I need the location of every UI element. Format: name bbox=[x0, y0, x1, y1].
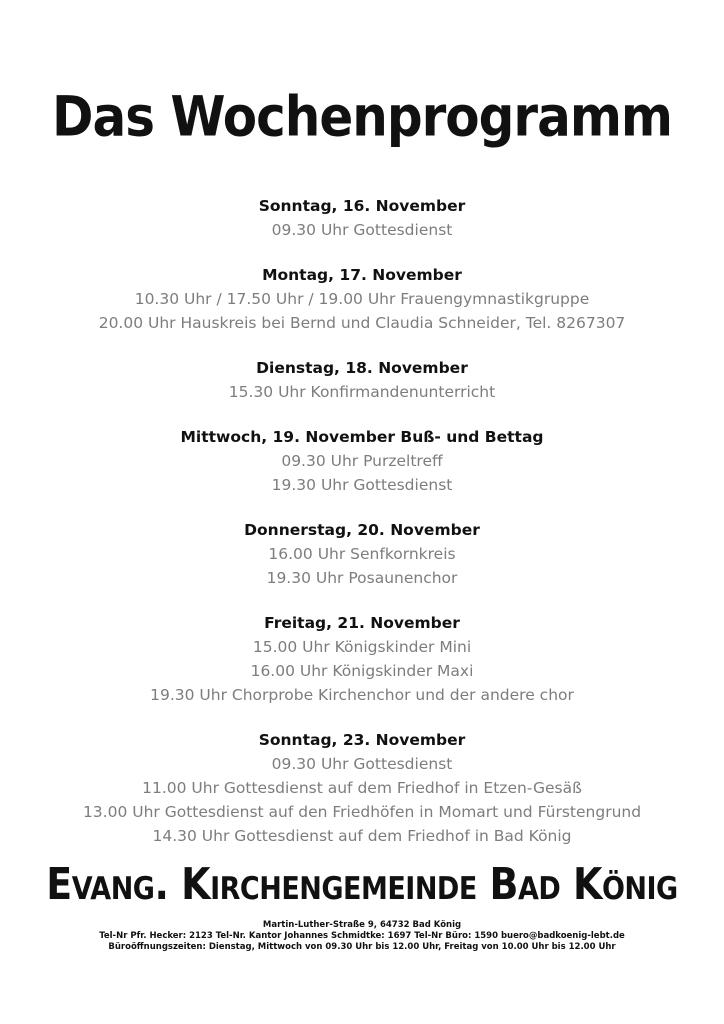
organization-name: Evang. Kirchengemeinde Bad König bbox=[46, 858, 678, 910]
day-heading: Sonntag, 16. November bbox=[258, 197, 466, 215]
day-tuesday-18 bbox=[0, 356, 724, 404]
office-hours-line: Büroöffnungszeiten: Dienstag, Mittwoch von 09.30 Uhr bis 12.00 Uhr, Freitag von 10.00 Uhr bis 12.00 Uhr bbox=[108, 942, 616, 952]
program-entry: 11.00 Uhr Gottesdienst auf dem Friedhof in Etzen-Gesäß bbox=[142, 779, 582, 797]
day-heading: Freitag, 21. November bbox=[264, 614, 460, 632]
day-heading: Montag, 17. November bbox=[262, 266, 462, 284]
program-entry: 19.30 Uhr Chorprobe Kirchenchor und der andere chor bbox=[150, 686, 574, 704]
program-entry: 15.00 Uhr Königskinder Mini bbox=[252, 638, 472, 656]
page-title: Das Wochenprogramm bbox=[51, 85, 673, 149]
day-heading: Sonntag, 23. November bbox=[258, 731, 466, 749]
contact-block bbox=[0, 920, 724, 953]
program-entry: 10.30 Uhr / 17.50 Uhr / 19.00 Uhr Frauengymnastikgruppe bbox=[134, 290, 590, 308]
phone-line: Tel-Nr Pfr. Hecker: 2123 Tel-Nr. Kantor Johannes Schmidtke: 1697 Tel-Nr Büro: 1590 buero@badkoenig-lebt.de bbox=[99, 931, 625, 941]
program-entry: 19.30 Uhr Posaunenchor bbox=[266, 569, 458, 587]
program-entry: 09.30 Uhr Purzeltreff bbox=[281, 452, 443, 470]
day-heading: Dienstag, 18. November bbox=[256, 359, 468, 377]
program-entry: 14.30 Uhr Gottesdienst auf dem Friedhof in Bad König bbox=[152, 827, 572, 845]
program-entry: 19.30 Uhr Gottesdienst bbox=[271, 476, 453, 494]
day-sunday-16 bbox=[0, 194, 724, 242]
day-thursday-20 bbox=[0, 518, 724, 590]
day-monday-17 bbox=[0, 263, 724, 335]
day-sunday-23 bbox=[0, 728, 724, 848]
program-entry: 13.00 Uhr Gottesdienst auf den Friedhöfen in Momart und Fürstengrund bbox=[82, 803, 642, 821]
day-friday-21 bbox=[0, 611, 724, 707]
program-entry: 20.00 Uhr Hauskreis bei Bernd und Claudia Schneider, Tel. 8267307 bbox=[98, 314, 626, 332]
program-entry: 15.30 Uhr Konfirmandenunterricht bbox=[228, 383, 496, 401]
program-entry: 09.30 Uhr Gottesdienst bbox=[271, 221, 453, 239]
address-line: Martin-Luther-Straße 9, 64732 Bad König bbox=[262, 920, 462, 930]
day-wednesday-19 bbox=[0, 425, 724, 497]
program-entry: 16.00 Uhr Königskinder Maxi bbox=[250, 662, 474, 680]
weekly-program bbox=[0, 194, 724, 869]
program-entry: 09.30 Uhr Gottesdienst bbox=[271, 755, 453, 773]
day-heading: Mittwoch, 19. November Buß- und Bettag bbox=[180, 428, 544, 446]
day-heading: Donnerstag, 20. November bbox=[244, 521, 480, 539]
program-entry: 16.00 Uhr Senfkornkreis bbox=[268, 545, 456, 563]
